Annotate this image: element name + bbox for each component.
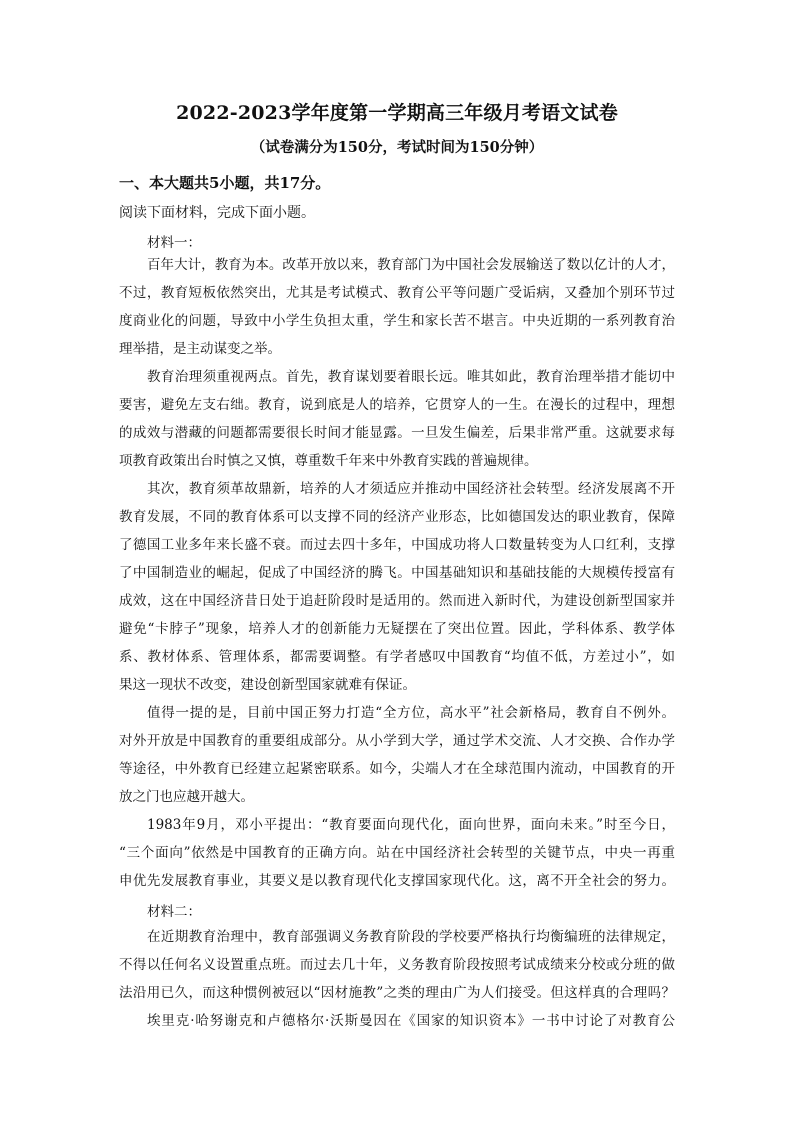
reading-instruction: 阅读下面材料，完成下面小题。	[119, 205, 315, 221]
material-one-line: 项教育政策出台时慎之又慎，尊重数千年来中外教育实践的普遍规律。	[119, 453, 538, 469]
material-one-line: 果这一现状不改变，建设创新型国家就难有保证。	[119, 677, 416, 693]
section-heading: 一、本大题共5小题，共17分。	[119, 174, 331, 192]
material-one-line: 要害，避免左支右绌。教育，说到底是人的培养，它贯穿人的一生。在漫长的过程中，理想	[119, 397, 675, 413]
material-one-line: 百年大计，教育为本。改革开放以来，教育部门为中国社会发展输送了数以亿计的人才，	[147, 257, 675, 273]
material-one-line: 不过，教育短板依然突出，尤其是考试模式、教育公平等问题广受诟病，又叠加个别环节过	[119, 285, 675, 301]
material-two-line: 法沿用已久，而这种惯例被冠以“因材施教”之类的理由广为人们接受。但这样真的合理吗？	[119, 985, 675, 1001]
material-one-line: 其次，教育须革故鼎新，培养的人才须适应并推动中国经济社会转型。经济发展离不开	[147, 481, 675, 497]
material-one-line: 等途径，中外教育已经建立起紧密联系。如今，尖端人才在全球范围内流动，中国教育的开	[119, 761, 675, 777]
material-one-line: 系、教材体系、管理体系，都需要调整。有学者感叹中国教育“均值不低，方差过小”，如	[119, 649, 675, 665]
material-one-line: 教育治理须重视两点。首先，教育谋划要着眼长远。唯其如此，教育治理举措才能切中	[147, 369, 675, 385]
material-two-line: 在近期教育治理中，教育部强调义务教育阶段的学校要严格执行均衡编班的法律规定，	[147, 929, 675, 945]
material-one-line: “三个面向”依然是中国教育的正确方向。站在中国经济社会转型的关键节点，中央一再重	[119, 845, 675, 861]
material-one-line: 度商业化的问题，导致中小学生负担太重，学生和家长苦不堪言。中央近期的一系列教育治	[119, 313, 675, 329]
material-one-line: 值得一提的是，目前中国正努力打造“全方位，高水平”社会新格局，教育自不例外。	[147, 705, 675, 721]
material-one-line: 对外开放是中国教育的重要组成部分。从小学到大学，通过学术交流、人才交换、合作办学	[119, 733, 675, 749]
material-one-label: 材料一：	[147, 235, 201, 251]
material-one-line: 1983年9月，邓小平提出：“教育要面向现代化，面向世界，面向未来。”时至今日，	[147, 817, 675, 833]
material-two-line: 不得以任何名义设置重点班。而过去几十年，义务教育阶段按照考试成绩来分校或分班的做	[119, 957, 675, 973]
material-two-line: 埃里克·哈努谢克和卢德格尔·沃斯曼因在《国家的知识资本》一书中讨论了对教育公	[147, 1013, 675, 1029]
page-title: 2022-2023学年度第一学期高三年级月考语文试卷	[176, 102, 618, 124]
material-one-line: 避免“卡脖子”现象，培养人才的创新能力无疑摆在了突出位置。因此，学科体系、教学体	[119, 621, 675, 637]
exam-info-subtitle: （试卷满分为150分，考试时间为150分钟）	[250, 139, 544, 156]
material-one-line: 了中国制造业的崛起，促成了中国经济的腾飞。中国基础知识和基础技能的大规模传授富有	[119, 565, 675, 581]
material-one-line: 教育发展，不同的教育体系可以支撑不同的经济产业形态，比如德国发达的职业教育，保障	[119, 509, 675, 525]
material-one-line: 放之门也应越开越大。	[119, 789, 254, 805]
material-one-line: 理举措，是主动谋变之举。	[119, 341, 281, 357]
material-one-line: 了德国工业多年来长盛不衰。而过去四十多年，中国成功将人口数量转变为人口红利，支撑	[119, 537, 675, 553]
material-one-line: 申优先发展教育事业，其要义是以教育现代化支撑国家现代化。这，离不开全社会的努力。	[119, 873, 675, 889]
material-two-label: 材料二：	[147, 904, 201, 920]
material-one-line: 成效，这在中国经济昔日处于追赶阶段时是适用的。然而进入新时代，为建设创新型国家并	[119, 593, 675, 609]
material-one-line: 的成效与潜藏的问题都需要很长时间才能显露。一旦发生偏差，后果非常严重。这就要求每	[119, 425, 675, 441]
